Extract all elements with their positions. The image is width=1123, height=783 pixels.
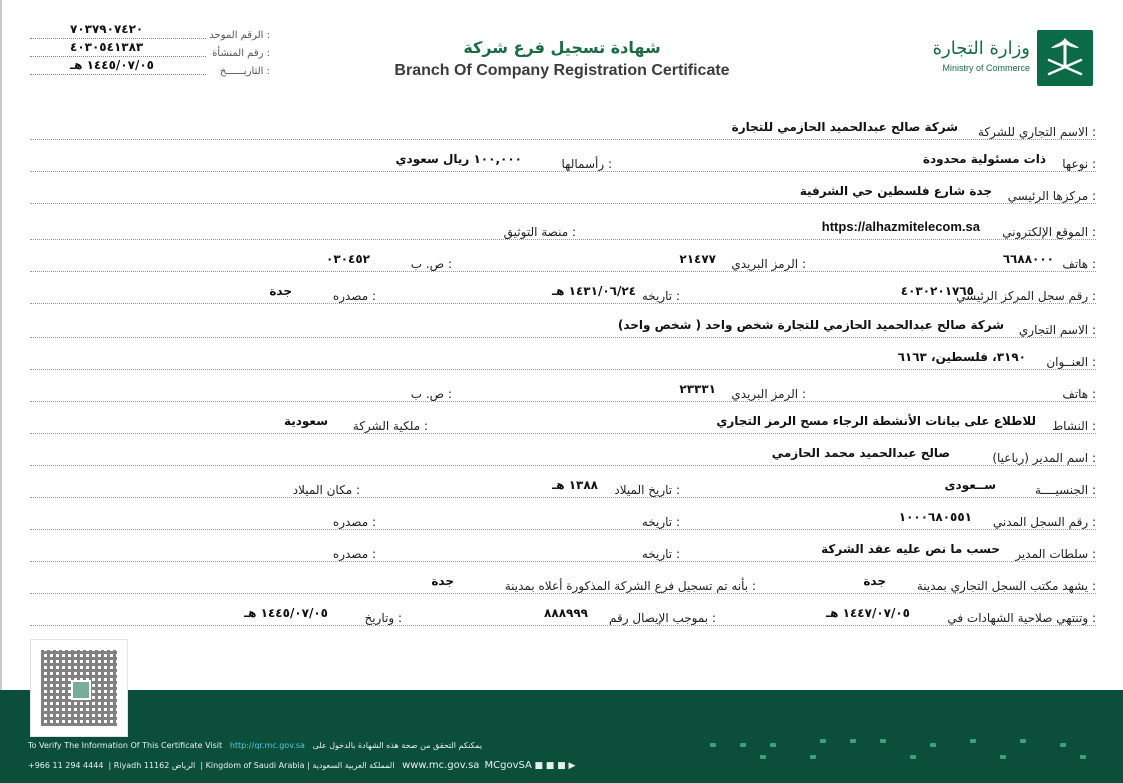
birth-date-label: تاريخ الميلاد : [614, 483, 680, 497]
office-label: يشهد مكتب السجل التجاري بمدينة : [916, 579, 1096, 593]
certificate-title-ar: شهادة تسجيل فرع شركة [463, 38, 661, 57]
footer-city: Riyadh 11162 الرياض [113, 761, 196, 770]
branch-contact-row [30, 378, 1096, 402]
qr-emblem-icon [71, 680, 91, 700]
unified-number: ٧٠٣٧٩٠٧٤٢٠ [70, 22, 144, 36]
dotted-line [30, 203, 1096, 204]
civil-registry-label: رقم السجل المدني : [992, 515, 1096, 529]
civil-registry-row [30, 506, 1096, 530]
type-capital-row [30, 148, 1096, 172]
dotted-line [30, 625, 1096, 626]
activity-label: النشاط : [1052, 419, 1096, 433]
dotted-line [30, 38, 206, 39]
receipt-number: ٨٨٨٩٩٩ [544, 606, 588, 620]
capital: ١٠٠,٠٠٠ ريال سعودي [395, 152, 522, 166]
website-label: الموقع الإلكتروني : [1002, 225, 1096, 239]
manager-label: اسم المدير (رباعيا) : [992, 451, 1096, 465]
registered-city: جدة [431, 574, 454, 588]
birth-date: ١٣٨٨ هـ [552, 478, 598, 492]
validity-date: ١٤٤٧/٠٧/٠٥ هـ [826, 606, 910, 620]
headquarters: جدة شارع فلسطين حي الشرفية [799, 184, 992, 198]
saudi-emblem-icon [1037, 30, 1093, 86]
dotted-line [30, 337, 1096, 338]
verify-text-ar: يمكنكم التحقق من صحة هذه الشهادة بالدخول على [312, 741, 482, 750]
branch-phone-label: هاتف : [1062, 387, 1096, 401]
authority-label: سلطات المدير : [1015, 547, 1096, 561]
civil-issuer-label: مصدره : [332, 515, 376, 529]
nationality-label: الجنسيــــة : [1034, 483, 1096, 497]
footer [0, 690, 1123, 783]
unified-number-row [30, 22, 270, 40]
manager-row [30, 442, 1096, 466]
dotted-line [30, 369, 1096, 370]
footer-phone: +966 11 294 4444 [28, 761, 104, 770]
hq-cr-date: ١٤٣١/٠٦/٢٤ هـ [552, 284, 636, 298]
certificate-date: ١٤٤٥/٠٧/٠٥ هـ [70, 58, 154, 72]
postal-code: ٢١٤٧٧ [679, 252, 716, 266]
footer-contact: +966 11 294 4444 | Riyadh 11162 الرياض | Kingdom of Saudi Arabia | المملكة العربية السعودية www.mc.gov.sa MCgovSA ■ ■ ■ ▶ [28, 760, 576, 771]
qr-pattern [41, 650, 117, 726]
auth-platform-label: منصة التوثيق : [503, 225, 576, 239]
hq-cr-date-label: تاريخه : [641, 289, 680, 303]
branch-trade-name: شركة صالح عبدالحميد الحازمي للتجارة شخص واحد ( شخص واحد) [617, 318, 1004, 332]
hq-cr-label: رقم سجل المركز الرئيسي : [956, 289, 1096, 303]
dotted-line [30, 561, 1096, 562]
address: ٣١٩٠، فلسطين، ٦١٦٣ [897, 350, 1026, 364]
dotted-line [30, 497, 1096, 498]
dotted-line [30, 465, 1096, 466]
pobox-label: ص. ب : [410, 257, 452, 271]
footer-social-handle[interactable]: MCgovSA [484, 760, 532, 771]
nationality-row [30, 474, 1096, 498]
issuer: جدة [269, 284, 292, 298]
hq-cr-number: ٤٠٣٠٢٠١٧٦٥ [900, 284, 974, 298]
establishment-number-label: رقم المنشأة : [212, 48, 270, 59]
validity-row [30, 602, 1096, 626]
authority-date-label: تاريخه : [641, 547, 680, 561]
verify-url[interactable]: http://qr.mc.gov.sa [229, 741, 305, 750]
address-label: العنــوان : [1046, 355, 1096, 369]
headquarters-row [30, 180, 1096, 204]
establishment-number: ٤٠٣٠٥٤١٣٨٣ [70, 40, 144, 54]
certificate-date-label: التاريــــــخ : [219, 66, 270, 77]
receipt-date-label: وتاريخ : [364, 611, 402, 625]
branch-postal-label: الرمز البريدي : [731, 387, 806, 401]
dotted-line [30, 239, 1096, 240]
authority: حسب ما نص عليه عقد الشركة [821, 542, 1000, 556]
dotted-line [30, 271, 1096, 272]
headquarters-label: مركزها الرئيسي : [1007, 189, 1096, 203]
dotted-line [30, 74, 206, 75]
trade-name: شركة صالح عبدالحميد الحازمي للتجارة [731, 120, 958, 134]
manager-name: صالح عبدالحميد محمد الحازمي [771, 446, 950, 460]
dotted-line [30, 401, 1096, 402]
activity: للاطلاع على بيانات الأنشطة الرجاء مسح الرمز التجاري [716, 414, 1036, 428]
hq-cr-row [30, 280, 1096, 304]
office-city: جدة [863, 574, 886, 588]
authority-row [30, 538, 1096, 562]
decorative-dots [700, 739, 1110, 779]
ministry-name-en: Ministry of Commerce [942, 63, 1030, 73]
footer-verify-text [28, 741, 482, 750]
ministry-name-ar: وزارة التجارة [932, 38, 1030, 59]
nationality: ســعودى [944, 478, 996, 492]
address-row [30, 346, 1096, 370]
dotted-line [30, 139, 1096, 140]
postal-label: الرمز البريدي : [731, 257, 806, 271]
ownership-label: ملكية الشركة : [352, 419, 428, 433]
dotted-line [30, 171, 1096, 172]
branch-trade-name-label: الاسم التجاري : [1018, 323, 1096, 337]
unified-number-label: الرقم الموحد : [209, 30, 270, 41]
registry-office-row [30, 570, 1096, 594]
website-link[interactable]: https://alhazmitelecom.sa [821, 219, 980, 234]
phone: ٦٦٨٨٠٠٠ [1002, 252, 1054, 266]
phone-label: هاتف : [1062, 257, 1096, 271]
qr-code[interactable] [31, 640, 127, 736]
branch-pobox-label: ص. ب : [410, 387, 452, 401]
website-row [30, 216, 1096, 240]
dotted-line [30, 56, 206, 57]
birth-place-label: مكان الميلاد : [292, 483, 360, 497]
dotted-line [30, 529, 1096, 530]
civil-date-label: تاريخه : [641, 515, 680, 529]
trade-name-label: الاسم التجاري للشركة : [977, 125, 1096, 139]
page-edge [0, 0, 2, 783]
receipt-date: ١٤٤٥/٠٧/٠٥ هـ [244, 606, 328, 620]
certificate-ids [30, 22, 270, 76]
activity-row [30, 410, 1096, 434]
branch-postal-code: ٢٣٣٣١ [679, 382, 716, 396]
certificate-title-en: Branch Of Company Registration Certificate [394, 62, 730, 79]
ownership: سعودية [283, 414, 328, 428]
contact-row [30, 248, 1096, 272]
receipt-label: بموجب الإيصال رقم : [609, 611, 716, 625]
footer-country: Kingdom of Saudi Arabia | المملكة العربية السعودية [205, 761, 395, 770]
branch-trade-name-row [30, 314, 1096, 338]
dotted-line [30, 433, 1096, 434]
pobox: ٠٣٠٤٥٢ [326, 252, 370, 266]
authority-issuer-label: مصدره : [332, 547, 376, 561]
issuer-label: مصدره : [332, 289, 376, 303]
verify-text-en: To Verify The Information Of This Certificate Visit [28, 741, 223, 750]
validity-label: وتنتهي صلاحية الشهادات في : [947, 611, 1096, 625]
trade-name-row [30, 116, 1096, 140]
dotted-line [30, 303, 1096, 304]
establishment-number-row [30, 40, 270, 58]
footer-website[interactable]: www.mc.gov.sa [402, 760, 480, 771]
certificate-date-row [30, 58, 270, 76]
civil-registry-number: ١٠٠٠٦٨٠٥٥١ [898, 510, 972, 524]
type-label: نوعها : [1062, 157, 1096, 171]
company-type: ذات مسئولية محدودة [922, 152, 1046, 166]
registered-label: بأنه تم تسجيل فرع الشركة المذكورة أعلاه بمدينة : [504, 579, 756, 593]
capital-label: رأسمالها : [561, 157, 612, 171]
dotted-line [30, 593, 1096, 594]
social-icons: ■ ■ ■ ▶ [534, 761, 576, 771]
